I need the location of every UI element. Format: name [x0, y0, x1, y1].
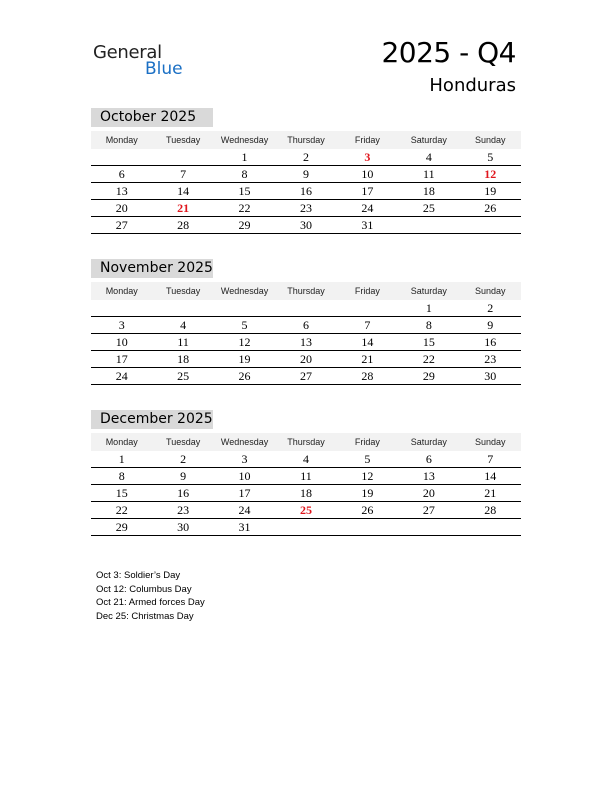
week-row	[91, 317, 521, 334]
day-cell: 29	[115, 520, 128, 534]
holiday-day-cell: 3	[364, 150, 371, 164]
day-cell: 19	[238, 352, 251, 366]
day-cell: 16	[299, 184, 312, 198]
day-cell: 17	[361, 184, 374, 198]
day-cell: 5	[364, 452, 371, 466]
day-cell: 27	[299, 369, 312, 383]
week-row	[91, 368, 521, 385]
page-title: 2025 - Q4	[381, 36, 516, 69]
day-cell	[91, 149, 152, 165]
day-cell: 26	[238, 369, 251, 383]
day-cell	[91, 300, 152, 316]
month-block	[91, 259, 521, 385]
day-cell: 24	[238, 503, 251, 517]
weekday-label: Tuesday	[166, 286, 201, 296]
day-cell: 25	[422, 201, 435, 215]
day-cell: 10	[361, 167, 374, 181]
day-cell: 13	[422, 469, 435, 483]
day-cell	[152, 149, 213, 165]
day-cell: 6	[118, 167, 125, 181]
holiday-note: Oct 3: Soldier’s Day	[96, 570, 181, 581]
day-cell: 27	[422, 503, 435, 517]
week-row	[91, 334, 521, 351]
weekday-label: Saturday	[410, 135, 447, 145]
weekday-label: Friday	[354, 437, 380, 447]
holiday-note: Oct 21: Armed forces Day	[96, 597, 205, 609]
day-cell: 31	[238, 520, 251, 534]
weekday-label: Monday	[105, 135, 138, 145]
day-cell: 7	[180, 167, 187, 181]
day-cell: 28	[177, 218, 190, 232]
day-cell: 23	[299, 201, 312, 215]
week-row	[91, 451, 521, 468]
month-block	[91, 108, 521, 234]
day-cell: 21	[361, 352, 374, 366]
day-cell: 15	[422, 335, 435, 349]
day-cell: 9	[180, 469, 187, 483]
day-cell: 14	[177, 184, 190, 198]
day-cell: 6	[302, 318, 309, 332]
day-cell	[275, 300, 336, 316]
day-cell: 7	[487, 452, 494, 466]
day-cell: 26	[361, 503, 374, 517]
logo	[93, 40, 193, 80]
day-cell: 4	[302, 452, 309, 466]
day-cell: 16	[484, 335, 497, 349]
weekday-label: Sunday	[474, 135, 506, 145]
month-label: October 2025	[91, 108, 213, 127]
day-cell	[275, 519, 336, 535]
weekday-label: Tuesday	[166, 437, 201, 447]
weekday-label: Friday	[354, 135, 380, 145]
week-row	[91, 166, 521, 183]
day-cell: 8	[241, 167, 248, 181]
day-cell: 22	[238, 201, 251, 215]
day-cell: 2	[302, 150, 309, 164]
day-cell: 17	[115, 352, 128, 366]
logo-general-text: General	[93, 42, 162, 63]
day-cell: 24	[115, 369, 128, 383]
day-cell: 27	[115, 218, 128, 232]
day-cell: 4	[425, 150, 432, 164]
weekday-label: Wednesday	[220, 437, 269, 447]
day-cell: 2	[180, 452, 187, 466]
month-label: November 2025	[91, 259, 213, 278]
day-cell: 28	[361, 369, 374, 383]
day-cell: 20	[115, 201, 128, 215]
day-cell: 16	[177, 486, 190, 500]
day-cell: 3	[241, 452, 248, 466]
day-cell: 31	[361, 218, 374, 232]
day-cell: 30	[299, 218, 312, 232]
day-cell: 18	[177, 352, 190, 366]
day-cell: 12	[238, 335, 251, 349]
holiday-note: Oct 12: Columbus Day	[96, 583, 192, 595]
day-cell: 28	[484, 503, 497, 517]
day-cell: 10	[115, 335, 128, 349]
weekday-label: Saturday	[410, 437, 447, 447]
day-cell: 3	[118, 318, 125, 332]
holiday-note: Dec 25: Christmas Day	[96, 611, 194, 623]
day-cell: 29	[238, 218, 251, 232]
month-block	[91, 410, 521, 536]
day-cell: 7	[364, 318, 371, 332]
day-cell: 25	[177, 369, 190, 383]
weekday-header-row	[91, 282, 521, 300]
weekday-label: Thursday	[287, 286, 325, 296]
day-cell	[337, 300, 398, 316]
day-cell: 15	[115, 486, 128, 500]
holiday-day-cell: 12	[484, 167, 497, 181]
day-cell	[460, 519, 521, 535]
day-cell: 9	[487, 318, 494, 332]
day-cell: 1	[118, 452, 125, 466]
day-cell: 11	[300, 469, 312, 483]
day-cell: 22	[115, 503, 128, 517]
weekday-label: Friday	[354, 286, 380, 296]
country-name: Honduras	[429, 75, 516, 96]
day-cell: 5	[487, 150, 494, 164]
day-cell: 20	[299, 352, 312, 366]
day-cell: 14	[361, 335, 374, 349]
month-label: December 2025	[91, 410, 213, 429]
week-row	[91, 351, 521, 368]
weekday-label: Tuesday	[166, 135, 201, 145]
day-cell: 1	[425, 301, 432, 315]
day-cell: 24	[361, 201, 374, 215]
weekday-label: Thursday	[287, 135, 325, 145]
day-cell	[337, 519, 398, 535]
day-cell: 20	[422, 486, 435, 500]
day-cell: 23	[177, 503, 190, 517]
day-cell	[398, 519, 459, 535]
day-cell: 8	[118, 469, 125, 483]
weekday-label: Monday	[105, 286, 138, 296]
day-cell: 29	[422, 369, 435, 383]
day-cell: 10	[238, 469, 251, 483]
day-cell: 15	[238, 184, 251, 198]
weekday-header-row	[91, 131, 521, 149]
day-cell: 4	[180, 318, 187, 332]
day-cell: 19	[484, 184, 497, 198]
weekday-label: Monday	[105, 437, 138, 447]
weekday-label: Wednesday	[220, 286, 269, 296]
week-row	[91, 217, 521, 234]
week-row	[91, 300, 521, 317]
day-cell: 8	[425, 318, 432, 332]
day-cell: 17	[238, 486, 251, 500]
day-cell: 5	[241, 318, 248, 332]
day-cell: 19	[361, 486, 374, 500]
day-cell: 2	[487, 301, 494, 315]
day-cell	[214, 300, 275, 316]
holiday-day-cell: 25	[299, 503, 312, 517]
week-row	[91, 149, 521, 166]
day-cell: 1	[241, 150, 248, 164]
weekday-label: Thursday	[287, 437, 325, 447]
weekday-label: Sunday	[474, 437, 506, 447]
day-cell: 11	[177, 335, 189, 349]
day-cell: 9	[302, 167, 309, 181]
week-row	[91, 502, 521, 519]
weekday-label: Saturday	[410, 286, 447, 296]
week-row	[91, 200, 521, 217]
day-cell	[152, 300, 213, 316]
week-row	[91, 468, 521, 485]
day-cell: 12	[361, 469, 374, 483]
day-cell: 18	[422, 184, 435, 198]
day-cell	[398, 217, 459, 233]
holiday-notes	[96, 569, 205, 624]
holiday-day-cell: 21	[177, 201, 190, 215]
week-row	[91, 519, 521, 536]
logo-blue-text: Blue	[145, 59, 183, 79]
day-cell: 23	[484, 352, 497, 366]
day-cell: 13	[115, 184, 128, 198]
day-cell: 18	[299, 486, 312, 500]
day-cell: 30	[484, 369, 497, 383]
day-cell: 22	[422, 352, 435, 366]
day-cell: 26	[484, 201, 497, 215]
day-cell: 14	[484, 469, 497, 483]
day-cell: 11	[423, 167, 435, 181]
weekday-label: Sunday	[474, 286, 506, 296]
day-cell: 13	[299, 335, 312, 349]
week-row	[91, 183, 521, 200]
day-cell: 6	[425, 452, 432, 466]
day-cell: 21	[484, 486, 497, 500]
weekday-label: Wednesday	[220, 135, 269, 145]
day-cell: 30	[177, 520, 190, 534]
week-row	[91, 485, 521, 502]
weekday-header-row	[91, 433, 521, 451]
day-cell	[460, 217, 521, 233]
